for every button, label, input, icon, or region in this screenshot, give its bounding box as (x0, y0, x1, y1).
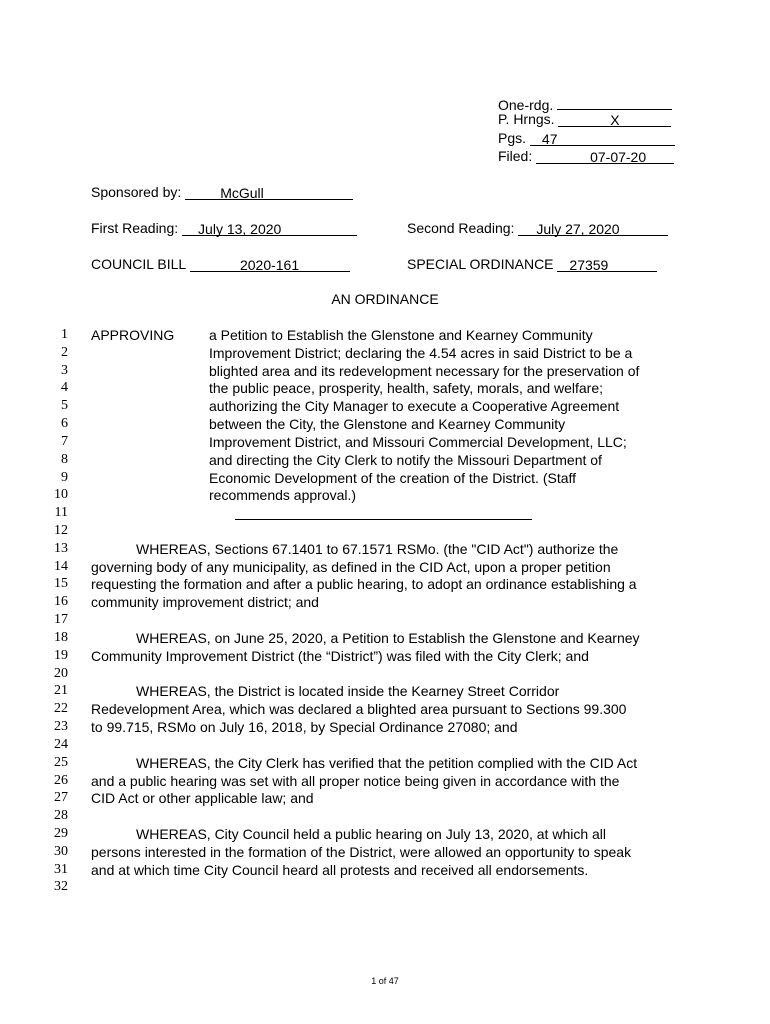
line-number: 14 (54, 558, 68, 574)
separator-rule (235, 519, 532, 520)
line-number: 25 (54, 754, 68, 770)
approving-line: between the City, the Glenstone and Kearney Community (209, 416, 566, 433)
approving-line: Economic Development of the creation of the District. (Staff (209, 469, 577, 486)
second-reading-row (407, 220, 668, 236)
pgs-row (498, 130, 675, 146)
approving-line: Improvement District, and Missouri Commercial Development, LLC; (209, 433, 627, 450)
second-reading-field: July 27, 2020 (518, 220, 668, 236)
p-hrngs-field: X (558, 111, 671, 127)
page-footer: 1 of 47 (371, 976, 399, 986)
first-reading-row (91, 220, 357, 236)
pgs-field: 47 (530, 130, 675, 146)
ordinance-title: AN ORDINANCE (331, 291, 439, 307)
p-hrngs-label: P. Hrngs. (498, 111, 555, 127)
council-bill-field: 2020-161 (190, 256, 350, 272)
whereas-line: WHEREAS, the City Clerk has verified that the petition complied with the CID Act (136, 754, 638, 771)
whereas-line: and a public hearing was set with all proper notice being given in accordance with the (91, 772, 620, 789)
special-ordinance-field: 27359 (557, 256, 657, 272)
line-number: 3 (61, 362, 68, 378)
line-number: 20 (54, 665, 68, 681)
p-hrngs-row (498, 111, 671, 127)
line-number: 8 (61, 451, 68, 467)
line-number: 19 (54, 647, 68, 663)
whereas-line: Redevelopment Area, which was declared a blighted area pursuant to Sections 99.300 (91, 701, 627, 718)
filed-label: Filed: (498, 148, 533, 164)
line-number: 31 (54, 861, 68, 877)
line-number: 32 (54, 879, 68, 895)
one-rdg-field (557, 94, 672, 110)
line-number: 2 (61, 344, 68, 360)
special-ordinance-label: SPECIAL ORDINANCE (407, 256, 554, 272)
line-number: 15 (54, 576, 68, 592)
whereas-line: WHEREAS, the District is located inside the Kearney Street Corridor (136, 683, 560, 700)
line-number: 4 (61, 380, 68, 396)
line-number: 22 (54, 701, 68, 717)
whereas-line: governing body of any municipality, as defined in the CID Act, upon a proper petition (91, 558, 611, 575)
whereas-line: WHEREAS, Sections 67.1401 to 67.1571 RSMo. (the "CID Act") authorize the (136, 540, 619, 557)
approving-line: and directing the City Clerk to notify the Missouri Department of (209, 451, 602, 468)
first-reading-field: July 13, 2020 (182, 220, 357, 236)
line-number: 12 (54, 523, 68, 539)
whereas-line: to 99.715, RSMo on July 16, 2018, by Special Ordinance 27080; and (91, 719, 518, 736)
whereas-line: WHEREAS, on June 25, 2020, a Petition to Establish the Glenstone and Kearney (136, 629, 640, 646)
line-number: 26 (54, 772, 68, 788)
approving-line: authorizing the City Manager to execute a Cooperative Agreement (209, 398, 620, 415)
line-number: 18 (54, 629, 68, 645)
line-number: 24 (54, 736, 68, 752)
line-number: 23 (54, 719, 68, 735)
council-bill-row (91, 256, 350, 272)
line-number: 1 (61, 327, 68, 342)
whereas-line: and at which time City Council heard all protests and received all endorsements. (91, 861, 589, 878)
whereas-line: community improvement district; and (91, 594, 319, 611)
approving-line: the public peace, prosperity, health, safety, morals, and welfare; (209, 380, 604, 397)
whereas-line: Community Improvement District (the “District”) was filed with the City Clerk; and (91, 647, 589, 664)
line-number: 7 (61, 433, 68, 449)
line-number: 10 (54, 487, 68, 503)
whereas-line: requesting the formation and after a public hearing, to adopt an ordinance establishing a (91, 576, 637, 593)
second-reading-label: Second Reading: (407, 220, 515, 236)
line-number: 11 (54, 505, 68, 521)
approving-line: recommends approval.) (209, 487, 357, 504)
line-number: 27 (54, 790, 68, 806)
sponsor-label: Sponsored by: (91, 184, 182, 200)
special-ordinance-row (407, 256, 657, 272)
first-reading-label: First Reading: (91, 220, 179, 236)
line-number: 29 (54, 825, 68, 841)
line-number: 9 (61, 469, 68, 485)
approving-line: a Petition to Establish the Glenstone and Kearney Community (209, 327, 593, 343)
approving-line: blighted area and its redevelopment necessary for the preservation of (209, 362, 640, 379)
line-number: 16 (54, 594, 68, 610)
line-number: 5 (61, 398, 68, 414)
whereas-line: persons interested in the formation of the District, were allowed an opportunity to speak (91, 843, 632, 860)
line-number: 6 (61, 416, 68, 432)
pgs-label: Pgs. (498, 130, 527, 146)
line-number: 21 (54, 683, 68, 699)
filed-field: 07-07-20 (536, 148, 674, 164)
sponsor-field: McGull (185, 184, 353, 200)
filed-row (498, 148, 674, 164)
line-number: 30 (54, 843, 68, 859)
whereas-line: CID Act or other applicable law; and (91, 790, 314, 807)
line-number: 17 (54, 612, 68, 628)
sponsor-row (91, 184, 353, 200)
approving-line: Improvement District; declaring the 4.54 acres in said District to be a (209, 344, 633, 361)
one-rdg-label: One-rdg. (498, 97, 554, 113)
approving-label: APPROVING (91, 327, 175, 343)
line-number: 28 (54, 808, 68, 824)
council-bill-label: COUNCIL BILL (91, 256, 186, 272)
whereas-line: WHEREAS, City Council held a public hearing on July 13, 2020, at which all (136, 825, 607, 842)
line-number: 13 (54, 540, 68, 556)
